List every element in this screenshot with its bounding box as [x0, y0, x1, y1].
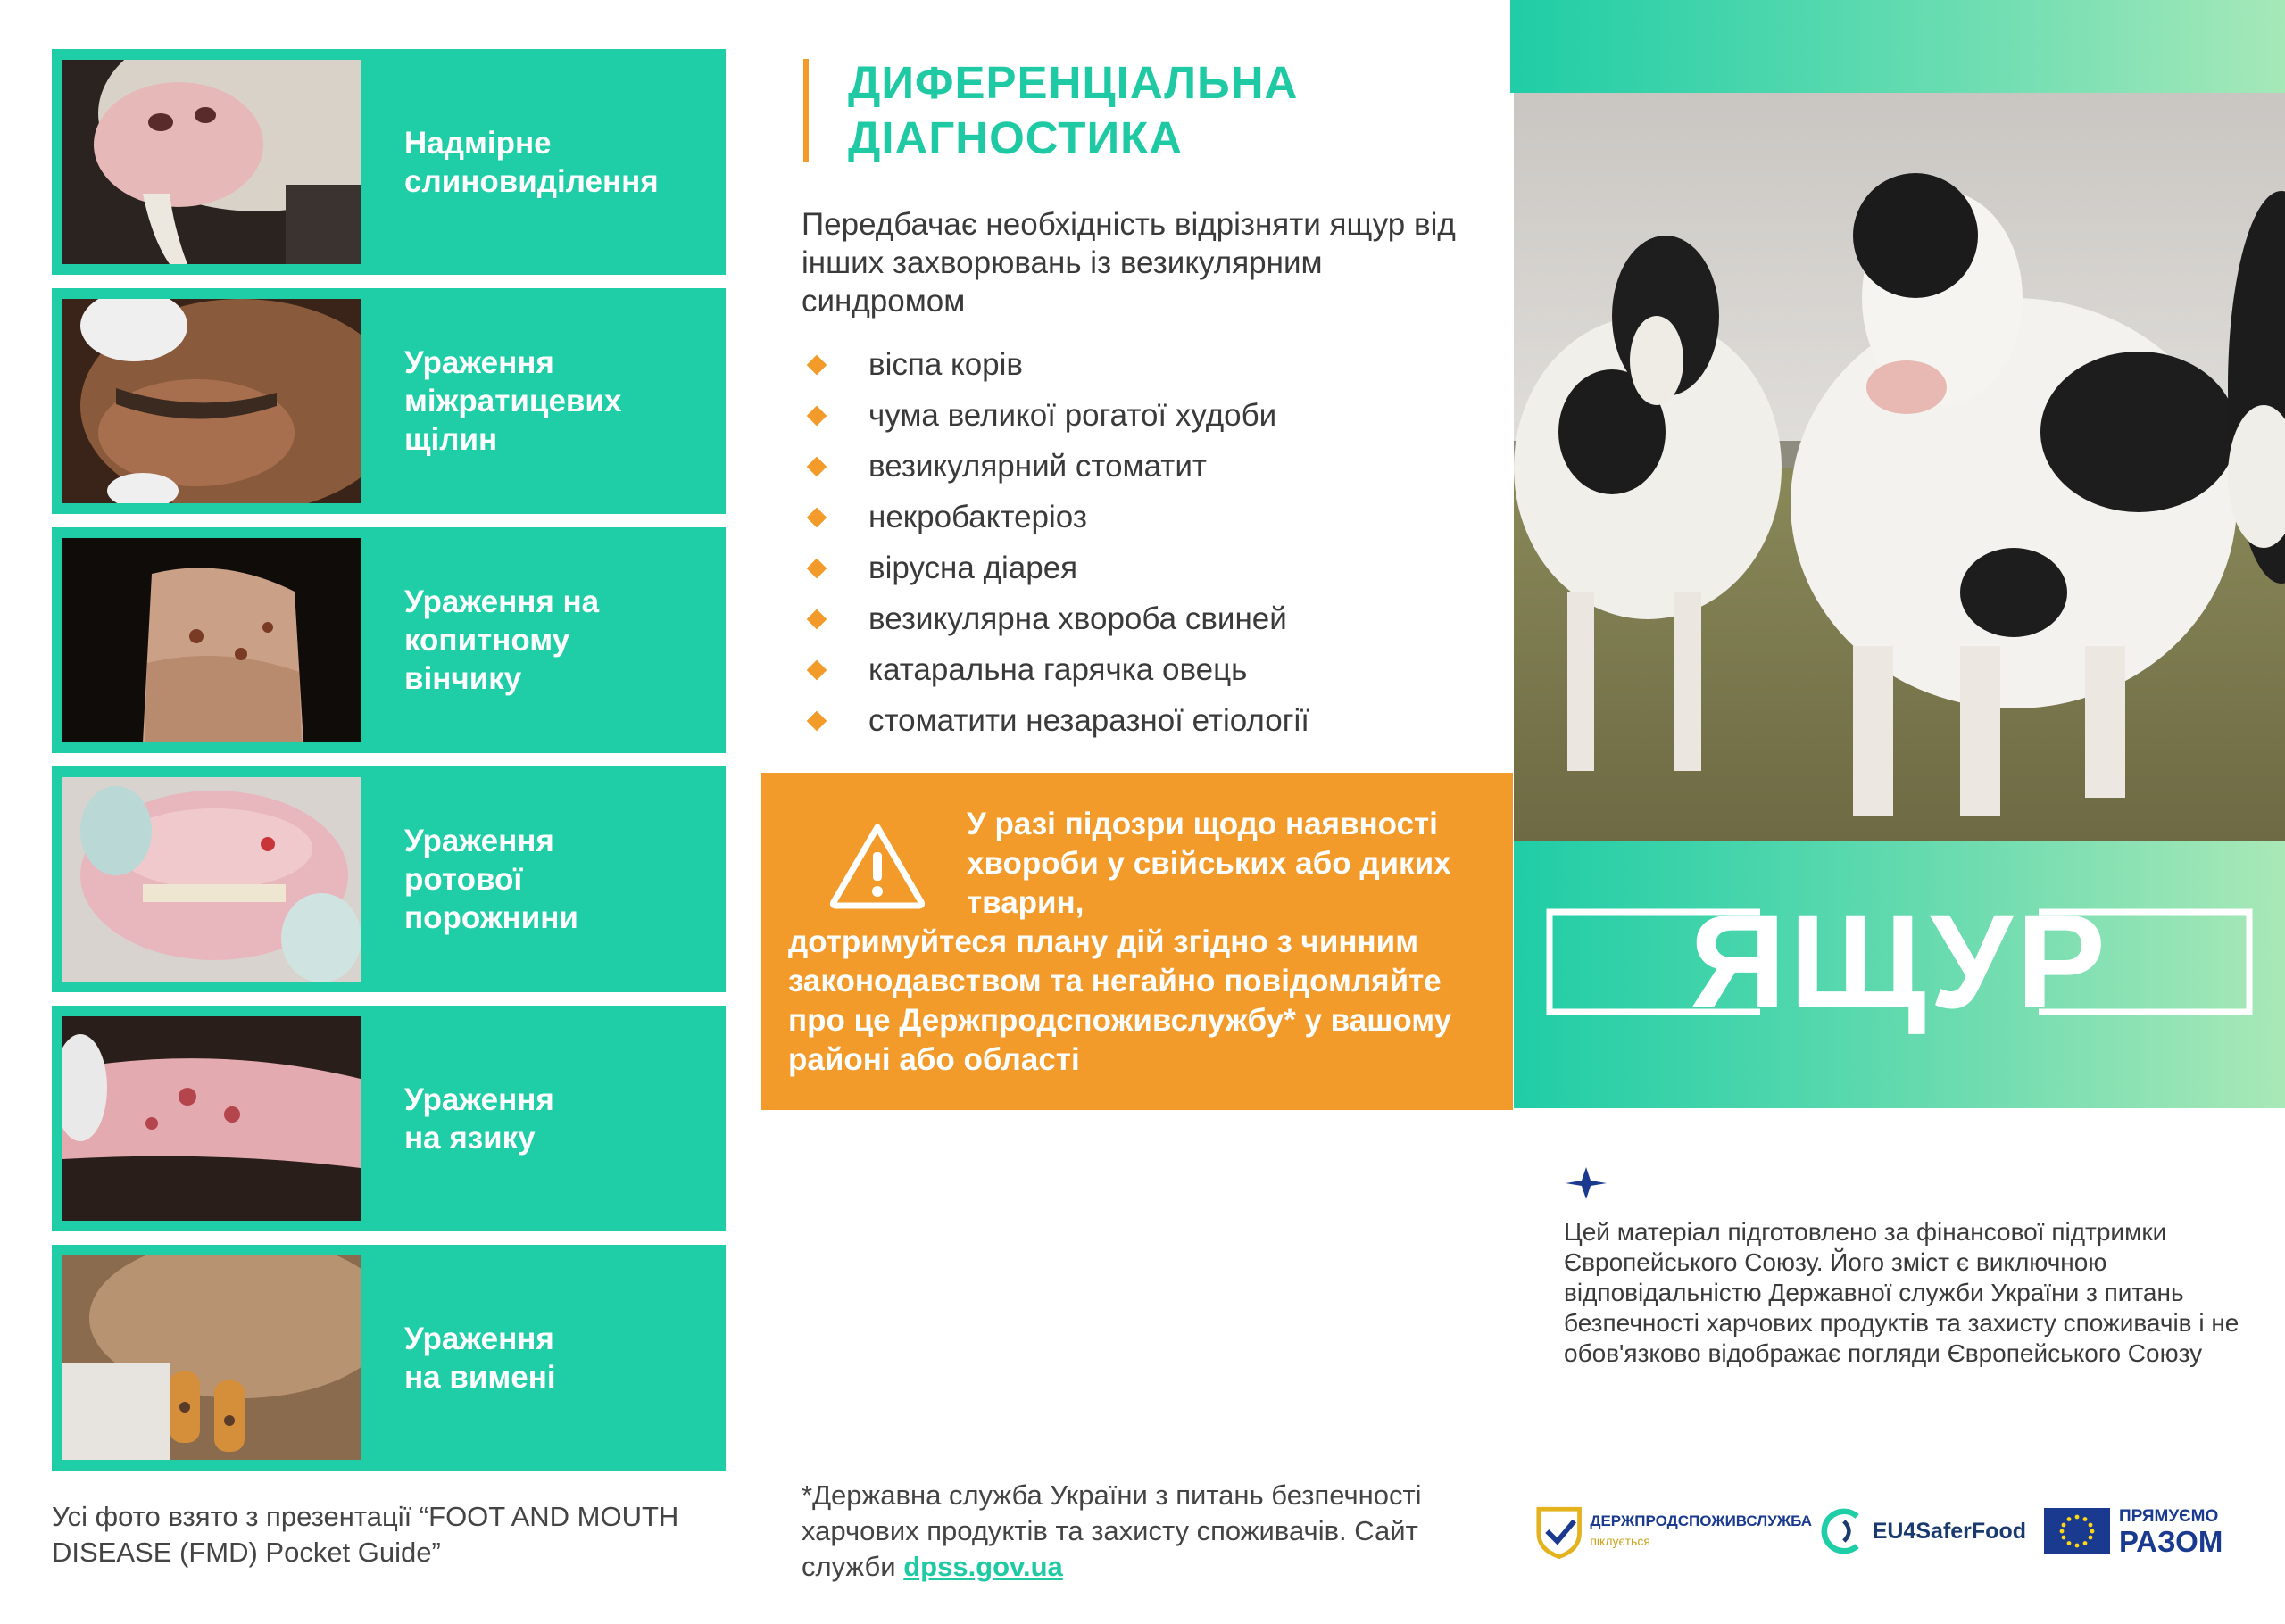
section-intro: Передбачає необхідність відрізняти ящур від інших захворювань із везикулярним синдромом [802, 207, 1456, 319]
diamond-bullet-icon [807, 406, 827, 427]
list-item: катаральна гарячка овець [808, 644, 1486, 695]
symptom-label: Надмірне слиновиділення [404, 125, 659, 199]
list-item: чума великої рогатої худоби [808, 390, 1486, 441]
tongue-photo [62, 1016, 361, 1221]
partner-logos [1535, 1496, 2267, 1567]
photo-credit: Усі фото взято з презентації “FOOT AND MOUTH DISEASE (FMD) Pocket Guide” [52, 1501, 679, 1568]
eu4saferfood-logo: EU4SaferFood [1821, 1496, 2026, 1567]
salivation-photo [62, 60, 361, 264]
diamond-bullet-icon [807, 457, 827, 477]
symptom-card-salivation [52, 49, 726, 275]
symptom-label: Ураження на вимені [404, 1321, 556, 1395]
symptom-label: Ураження міжратицевих щілин [404, 345, 622, 457]
list-item: віспа корів [808, 339, 1486, 390]
top-gradient-strip [1510, 0, 2285, 93]
udder-photo [62, 1255, 361, 1460]
title-accent-bar [803, 59, 809, 162]
eu4-circle-icon [1821, 1503, 1867, 1560]
footnote: *Державна служба України з питань безпечності харчових продуктів та захисту споживачів. Сайт служби dpss.gov.ua [802, 1479, 1422, 1582]
symptom-card-tongue [52, 1006, 726, 1231]
list-item: везикулярна хвороба свиней [808, 593, 1486, 644]
diamond-bullet-icon [807, 609, 827, 630]
warning-text: У разі підозри щодо наявності хвороби у свійських або диких тварин, дотримуйтеся плану дій згідно з чинним законодавством та негайно повідомляйте про це Держпродспоживслужбу* у вашому районі або області [788, 807, 1452, 1077]
diamond-bullet-icon [807, 508, 827, 528]
eu-flag-icon [2044, 1508, 2110, 1554]
diamond-bullet-icon [807, 559, 827, 579]
diamond-bullet-icon [807, 355, 827, 376]
symptom-label: Ураження на язику [404, 1081, 554, 1156]
symptom-label: Ураження на копитному вінчику [404, 584, 600, 696]
symptom-card-interdigital [52, 288, 726, 514]
list-item: некробактеріоз [808, 492, 1486, 543]
brand-band [1514, 841, 2285, 1108]
symptom-card-coronary [52, 527, 726, 753]
dpss-logo: ДЕРЖПРОДСПОЖИВСЛУЖБА піклується [1535, 1496, 1812, 1567]
list-item: везикулярний стоматит [808, 441, 1486, 492]
disease-name: ЯЩУР [1689, 886, 2110, 1036]
dpss-shield-icon [1535, 1503, 1583, 1560]
eu-star-icon [1564, 1165, 1608, 1201]
section-title: ДИФЕРЕНЦІАЛЬНА ДІАГНОСТИКА [848, 57, 1299, 163]
pryamuiemo-razom-logo: ПРЯМУЄМО РАЗОМ [2044, 1496, 2267, 1567]
differential-list [808, 339, 1486, 746]
symptom-label: Ураження ротової порожнини [404, 824, 578, 935]
symptom-card-udder [52, 1245, 726, 1471]
cows-photo [1514, 93, 2285, 841]
symptom-card-mouth [52, 766, 726, 992]
warning-box [761, 773, 1513, 1110]
list-item: вірусна діарея [808, 543, 1486, 593]
diamond-bullet-icon [807, 660, 827, 681]
list-item: стоматити незаразної етіології [808, 695, 1486, 746]
site-link[interactable]: dpss.gov.ua [903, 1551, 1063, 1582]
right-bracket-icon [2039, 908, 2253, 1015]
interdigital-photo [62, 299, 361, 503]
diamond-bullet-icon [807, 711, 827, 732]
mouth-photo [62, 777, 361, 982]
eu-disclaimer: Цей матеріал підготовлено за фінансової підтримки Європейського Союзу. Його зміст є виключною відповідальністю Державної служби України з питань безпечності харчових продуктів та захисту споживачів і не обов'язково відображає погляди Європейського Союзу [1564, 1218, 2239, 1367]
coronary-photo [62, 538, 361, 742]
